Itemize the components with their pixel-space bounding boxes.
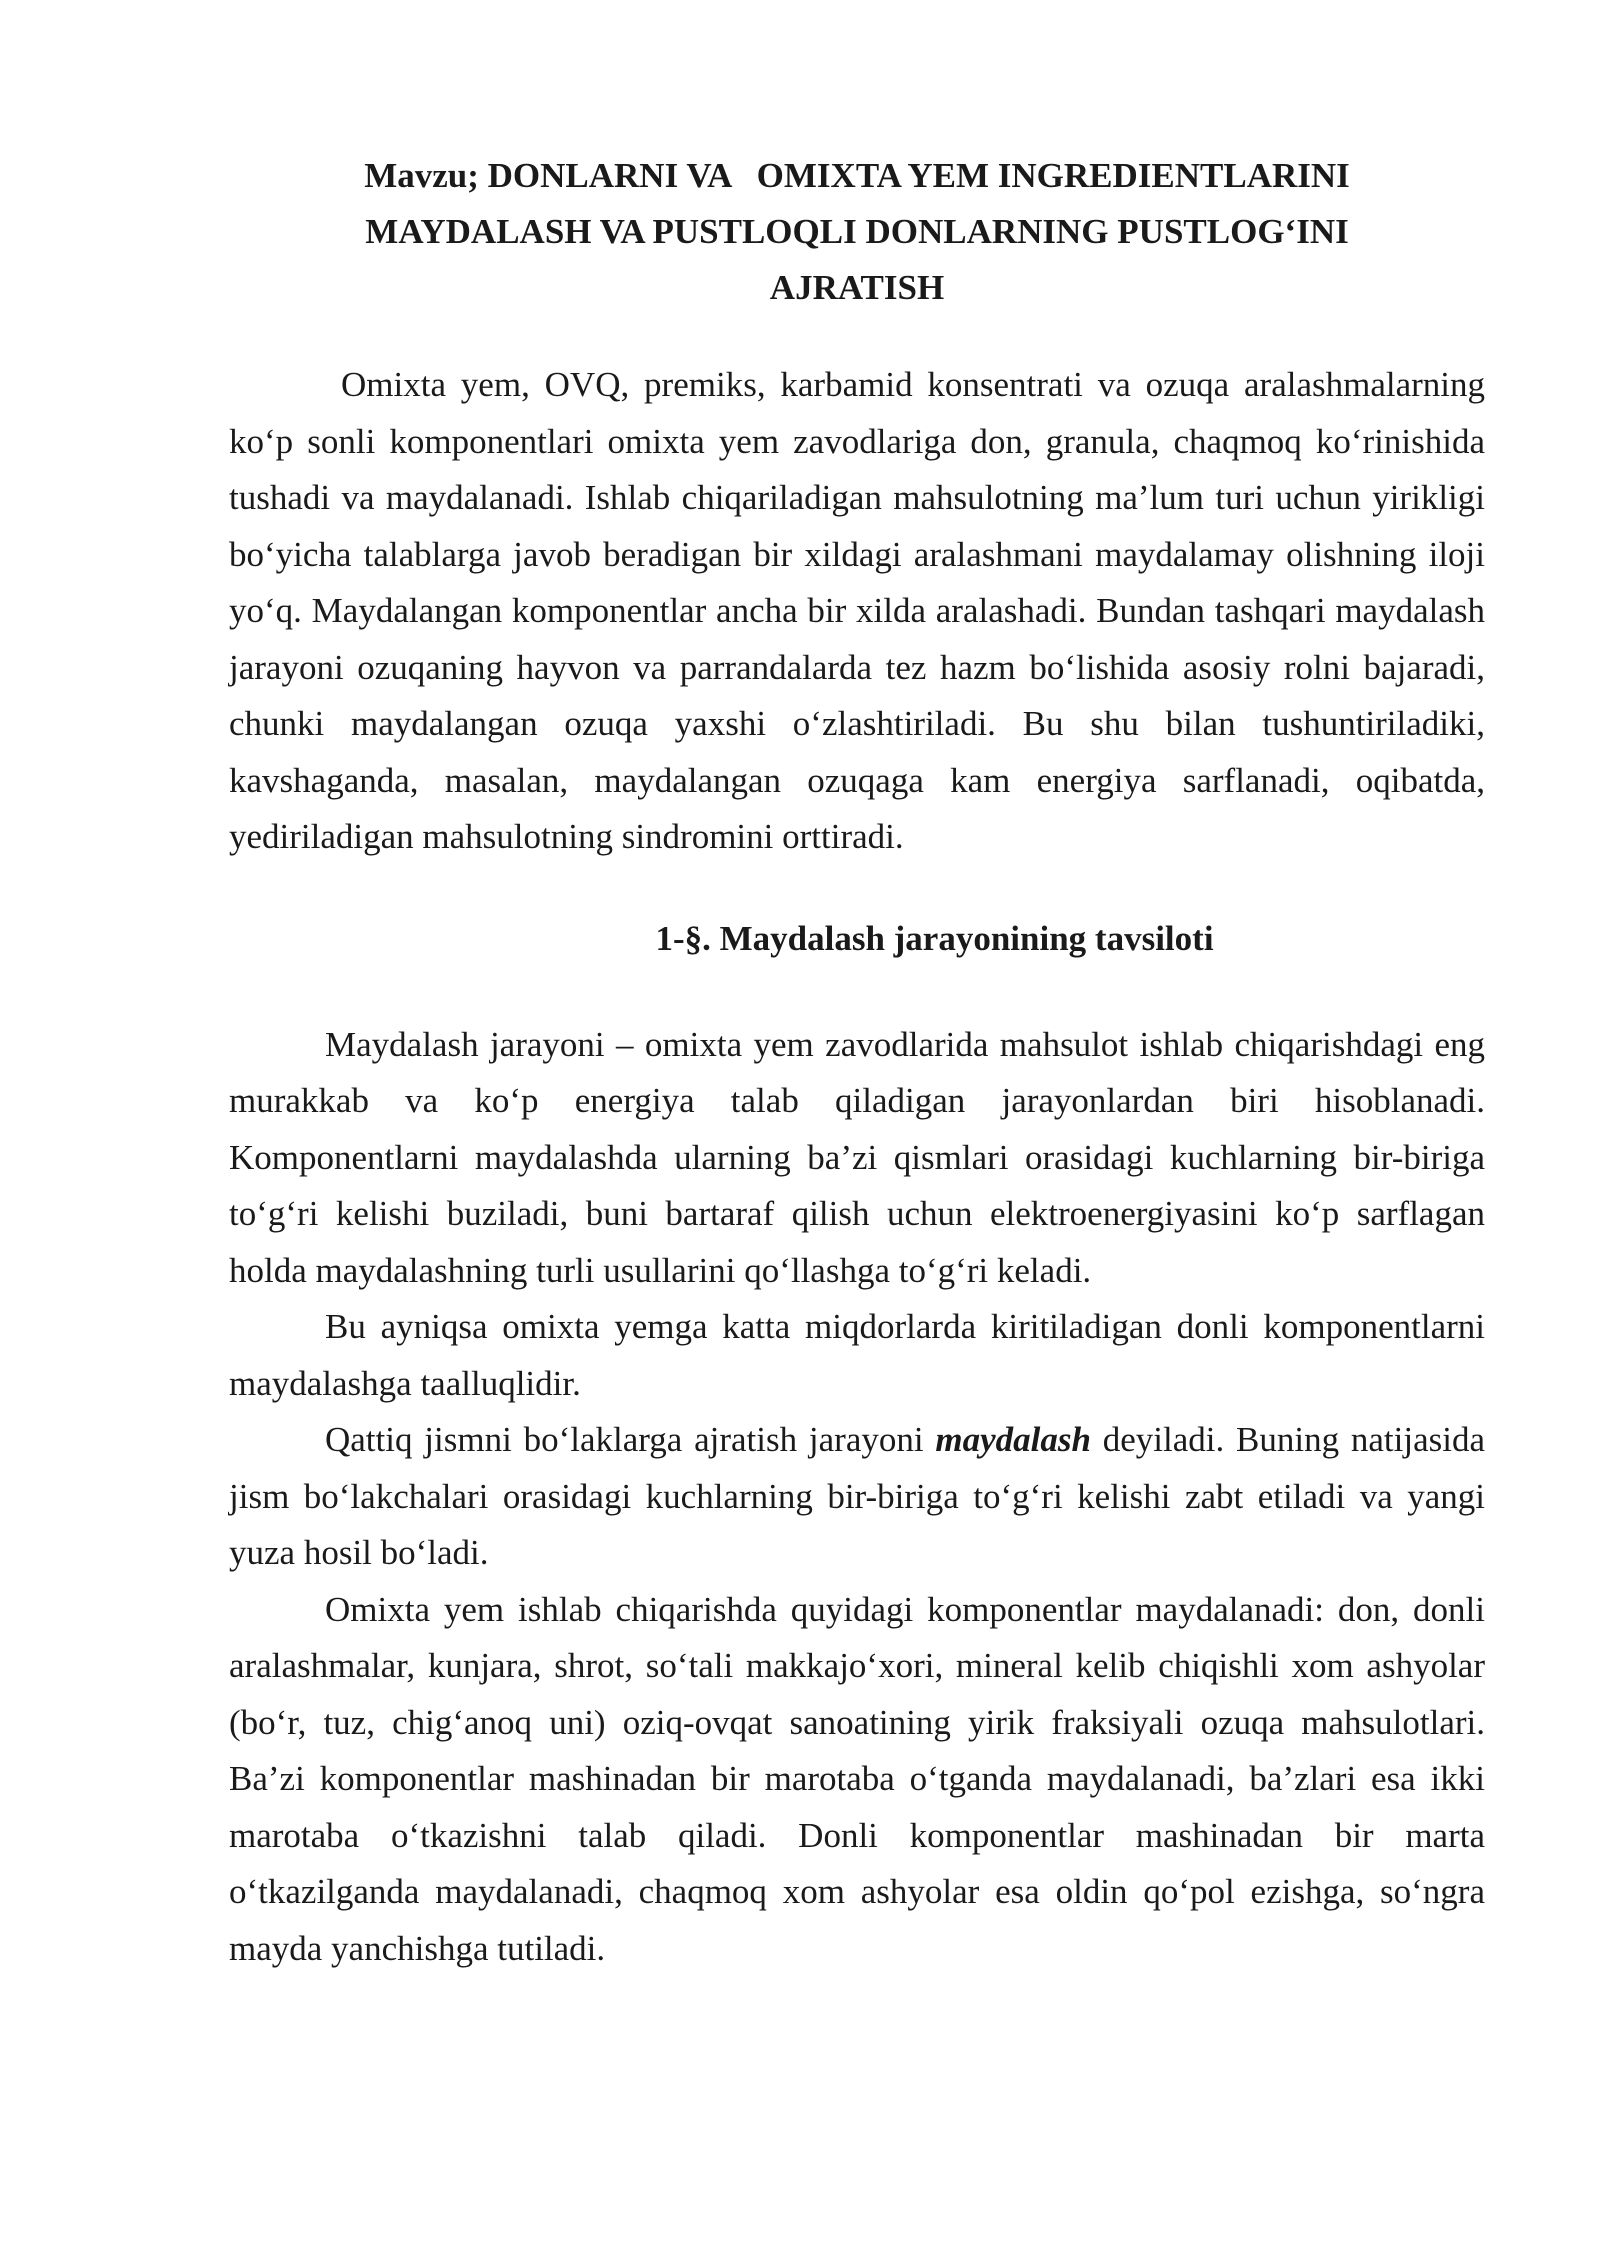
title-line-2: MAYDALASH VA PUSTLOQLI DONLARNING PUSTLOG‘INI — [365, 212, 1349, 251]
section-heading: 1-§. Maydalash jarayonining tavsiloti — [655, 918, 1214, 958]
term-maydalash: maydalash — [935, 1420, 1091, 1459]
paragraph-3-text-after: deyiladi. Buning natijasida jism bo‘lakchalari orasidagi kuchlarning bir-biriga to‘g‘ri kelishi zabt etiladi va yangi yuza hosil bo‘ladi. — [229, 1420, 1486, 1572]
intro-paragraph: Omixta yem, OVQ, premiks, karbamid konsentrati va ozuqa aralashmalarning ko‘p sonli komponentlari omixta yem zavodlariga don, granula, chaqmoq ko‘rinishida tushadi va maydalanadi. Ishlab chiqariladigan mahsulotning ma’lum turi uchun yirikligi bo‘yicha talablarga javob beradigan bir xildagi aralashmani maydalamay olishning iloji yo‘q. Maydalangan komponentlar ancha bir xilda aralashadi. Bundan tashqari maydalash jarayoni ozuqaning hayvon va parrandalarda tez hazm bo‘lishida asosiy rolni bajaradi, chunki maydalangan ozuqa yaxshi o‘zlashtiriladi. Bu shu bilan tushuntiriladiki, kavshaganda, masalan, maydalangan ozuqaga kam energiya sarflanadi, oqibatda, yediriladigan mahsulotning sindromini orttiradi. — [229, 365, 1485, 856]
section-paragraph-2: Bu ayniqsa omixta yemga katta miqdorlarda kiritiladigan donli komponentlarni maydalashga taalluqlidir. — [229, 1307, 1485, 1403]
paragraph-3-text-before: Qattiq jismni bo‘laklarga ajratish jarayoni — [325, 1420, 936, 1459]
title-line-1: Mavzu; DONLARNI VA OMIXTA YEM INGREDIENTLARINI — [364, 156, 1350, 195]
section-paragraph-1: Maydalash jarayoni – omixta yem zavodlarida mahsulot ishlab chiqarishdagi eng murakkab va ko‘p energiya talab qiladigan jarayonlardan biri hisoblanadi. Komponentlarni maydalashda ularning ba’zi qismlari orasidagi kuchlarning bir-biriga to‘g‘ri kelishi buziladi, buni bartaraf qilish uchun elektroenergiyasini ko‘p sarflagan holda maydalashning turli usullarini qo‘llashga to‘g‘ri keladi. — [229, 1024, 1485, 1290]
title-line-3: AJRATISH — [769, 268, 945, 307]
document-title — [229, 148, 1485, 316]
section-paragraph-4: Omixta yem ishlab chiqarishda quyidagi komponentlar maydalanadi: don, donli aralashmalar, kunjara, shrot, so‘tali makkajo‘xori, mineral kelib chiqishli xom ashyolar (bo‘r, tuz, chig‘anoq uni) oziq-ovqat sanoatining yirik fraksiyali ozuqa mahsulotlari. Ba’zi komponentlar mashinadan bir marotaba o‘tganda maydalanadi, ba’zlari esa ikki marotaba o‘tkazishni talab qiladi. Donli komponentlar mashinadan bir marta o‘tkazilganda maydalanadi, chaqmoq xom ashyolar esa oldin qo‘pol ezishga, so‘ngra mayda yanchishga tutiladi. — [229, 1589, 1485, 1968]
document-page — [229, 0, 1485, 1977]
section-paragraph-3 — [229, 1412, 1485, 1582]
